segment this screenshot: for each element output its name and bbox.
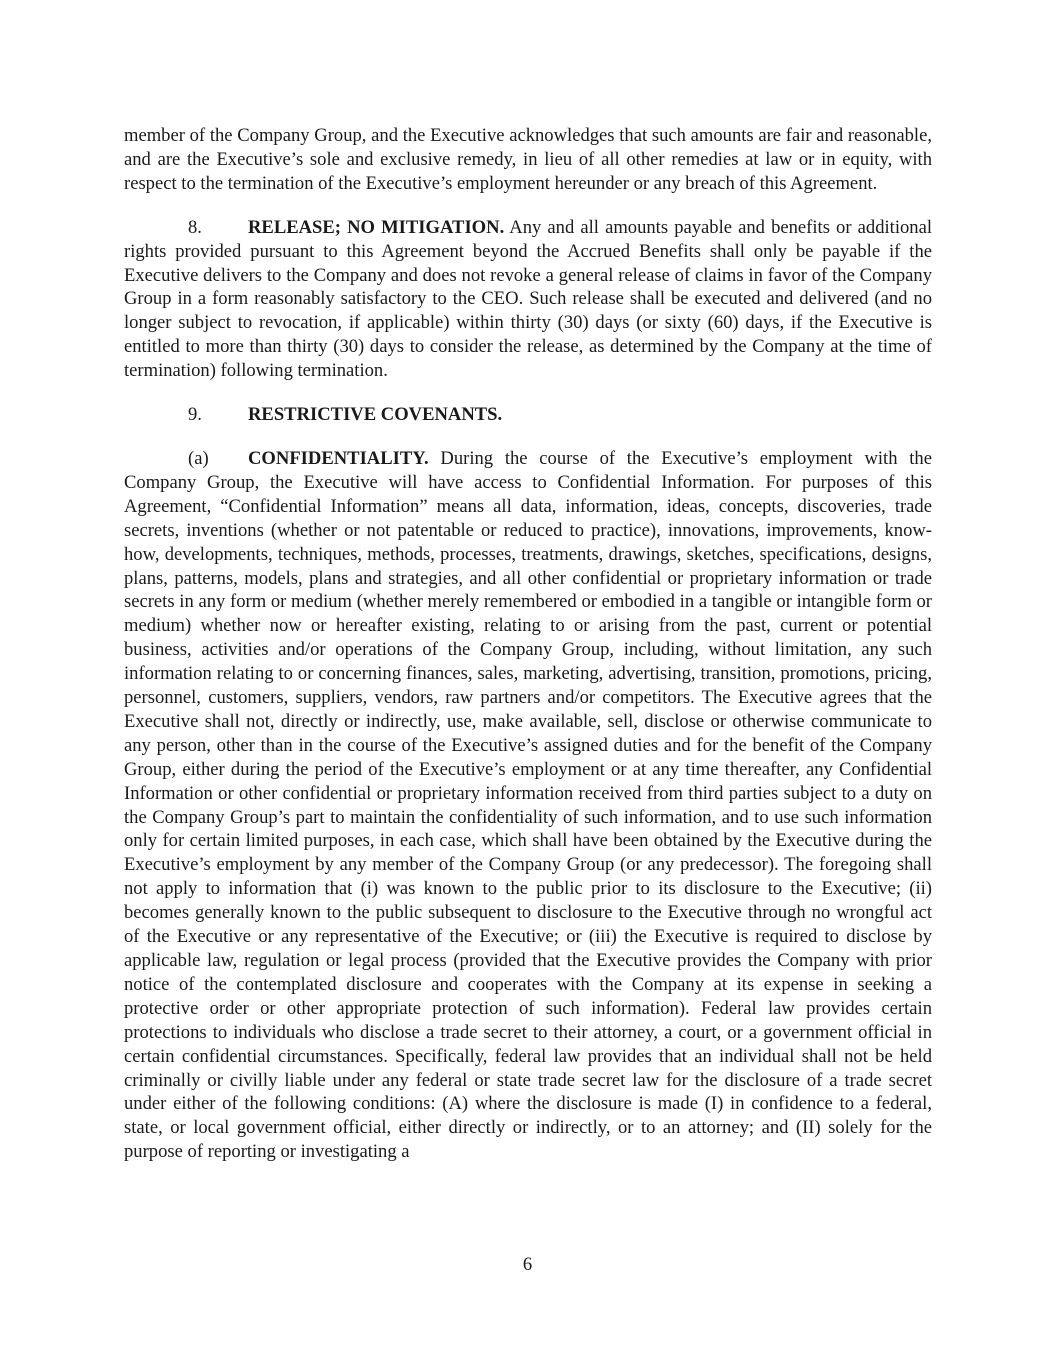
section-9-restrictive-covenants (124, 403, 932, 427)
section-8-number: 8. (188, 216, 202, 238)
section-8-release (124, 216, 932, 383)
section-9a-text: During the course of the Executive’s employment with the Company Group, the Executive will have access to Confidential Information. For purposes of this Agreement, “Confidential Information” means all data, information, ideas, concepts, discoveries, trade secrets, inventions (whether or not patentable or reduced to practice), innovations, improvements, know-how, developments, techniques, methods, processes, treatments, drawings, sketches, specifications, designs, plans, patterns, models, plans and strategies, and all other confidential or proprietary information or trade secrets in any form or medium (whether merely remembered or embodied in a tangible or intangible form or medium) whether now or hereafter existing, relating to or arising from the past, current or potential business, activities and/or operations of the Company Group, including, without limitation, any such information relating to or concerning finances, sales, marketing, advertising, transition, promotions, pricing, personnel, customers, suppliers, vendors, raw partners and/or competitors. The Executive agrees that the Executive shall not, directly or indirectly, use, make available, sell, disclose or otherwise communicate to any person, other than in the course of the Executive’s assigned duties and for the benefit of the Company Group, either during the period of the Executive’s employment or at any time thereafter, any Confidential Information or other confidential or proprietary information received from third parties subject to a duty on the Company Group’s part to maintain the confidentiality of such information, and to use such information only for certain limited purposes, in each case, which shall have been obtained by the Executive during the Executive’s employment by any member of the Company Group (or any predecessor). The foregoing shall not apply to information that (i) was known to the public prior to its disclosure to the Executive; (ii) becomes generally known to the public subsequent to disclosure to the Executive through no wrongful act of the Executive or any representative of the Executive; or (iii) the Executive is required to disclose by applicable law, regulation or legal process (provided that the Executive provides the Company with prior notice of the contemplated disclosure and cooperates with the Company at its expense in seeking a protective order or other appropriate protection of such information). Federal law provides certain protections to individuals who disclose a trade secret to their attorney, a court, or a government official in certain confidential circumstances. Specifically, federal law provides that an individual shall not be held criminally or civilly liable under any federal or state trade secret law for the disclosure of a trade secret under either of the following conditions: (A) where the disclosure is made (I) in confidence to a federal, state, or local government official, either directly or indirectly, or to an attorney; and (II) solely for the purpose of reporting or investigating a (124, 447, 932, 1163)
document-page (124, 124, 932, 1184)
section-8-heading: RELEASE; NO MITIGATION. (248, 216, 505, 238)
paragraph-continuation: member of the Company Group, and the Executive acknowledges that such amounts are fair and reasonable, and are the Executive’s sole and exclusive remedy, in lieu of all other remedies at law or in equity, with respect to the termination of the Executive’s employment hereunder or any breach of this Agreement. (124, 125, 932, 194)
section-9-number: 9. (188, 404, 202, 426)
section-9-heading: RESTRICTIVE COVENANTS. (248, 404, 503, 426)
section-9a-confidentiality (124, 447, 932, 1164)
section-9a-number: (a) (188, 447, 209, 469)
page-number: 6 (522, 1254, 533, 1275)
section-8-text: Any and all amounts payable and benefits or additional rights provided pursuant to this Agreement beyond the Accrued Benefits shall only be payable if the Executive delivers to the Company and does not revoke a general release of claims in favor of the Company Group in a form reasonably satisfactory to the CEO. Such release shall be executed and delivered (and no longer subject to revocation, if applicable) within thirty (30) days (or sixty (60) days, if the Executive is entitled to more than thirty (30) days to consider the release, as determined by the Company at the time of termination) following termination. (124, 216, 932, 382)
section-9a-heading: CONFIDENTIALITY. (248, 447, 429, 469)
